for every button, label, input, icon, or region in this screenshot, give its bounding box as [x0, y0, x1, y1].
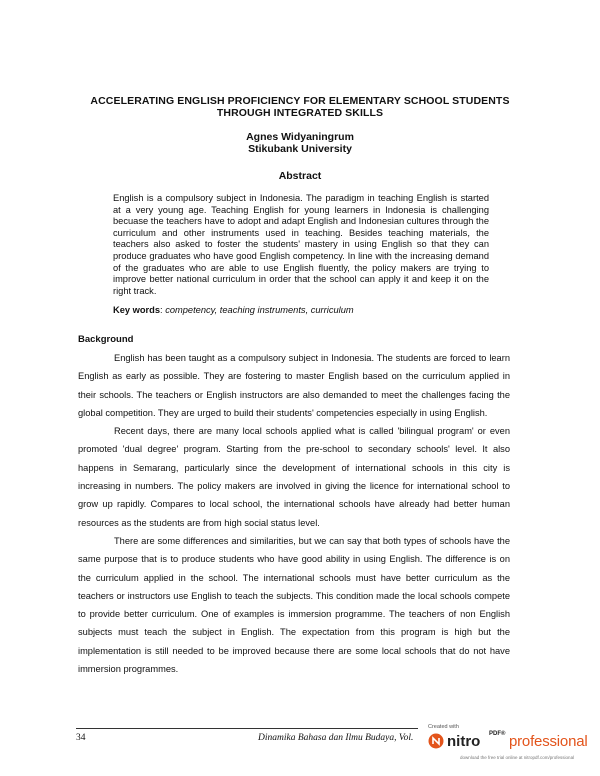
paper-title: [60, 95, 540, 119]
abstract-heading: Abstract: [278, 170, 322, 182]
title-line-2: THROUGH INTEGRATED SKILLS: [216, 107, 384, 119]
page-number: 34: [76, 733, 86, 743]
nitro-logo-icon: [428, 733, 444, 749]
keywords-text: competency, teaching instruments, curriculum: [165, 305, 354, 315]
keywords-label: Key words: [113, 305, 161, 315]
abstract-text: English is a compulsory subject in Indonesia. The paradigm in teaching English is started at a very young age. Teaching English for young learners in Indonesia is challenging becuase the teachers have to adopt and adapt English and Indonesian cultures through the curriculum and other instruments used in teaching. Besides teaching materials, the teachers also asked to foster the students' mastery in using English so that they can produce graduates who have good English competency. In line with the increasing demand of the graduates who are able to use English fluently, the policy makers are trying to improve better national curriculum in order that the school can apply it and keep it on the right track.: [113, 193, 489, 296]
nitro-subline: download the free trial online at nitropdf.com/professional: [460, 755, 575, 760]
paragraph: English has been taught as a compulsory subject in Indonesia. The students are forced to learn English as early as possible. They are fostering to master English based on the curriculum applied in their schools. The teachers or English instructors are also demanded to meet the challenges facing the global competition. They are urged to build their students' competencies especially in using English.: [78, 353, 510, 418]
author-name: Agnes Widyaningrum: [246, 131, 354, 143]
title-line-1: ACCELERATING ENGLISH PROFICIENCY FOR ELEMENTARY SCHOOL STUDENTS: [90, 95, 510, 107]
nitro-product: professional: [509, 733, 588, 750]
section-heading: Background: [78, 334, 134, 345]
paragraph: There are some differences and similarities, but we can say that both types of schools have the same purpose that is to produce students who have good ability in using English. The difference is on the curriculum applied in the school. The international schools must have better curriculum as the teachers or instructors use English to teach the subjects. This condition made the local schools compete to provide better curriculum. One of examples is immersion programme. The teachers of non English subjects must teach the subject in English. The expectation from this program is high but the implementation is still needed to be improved because there are some local schools that do not have immersion programmes.: [78, 535, 510, 675]
keywords: [113, 305, 354, 315]
journal-name: Dinamika Bahasa dan Ilmu Budaya, Vol.: [258, 733, 414, 743]
nitro-brand: nitro: [447, 733, 481, 750]
nitro-pdf-sup: PDF®: [489, 731, 506, 737]
footer-rule: [76, 728, 418, 729]
paragraph: Recent days, there are many local schools applied what is called 'bilingual program' or even promoted 'dual degree' program. Starting from the pre-school to secondary schools' level. It also happens in Semarang, particularly since the development of international schools in this city is increasing in numbers. The policy makers are involved in giving the licence for international school to grow up rapidly. Compares to local school, the international schools have already had better human resources as the students are from high social status level.: [78, 426, 510, 528]
keywords-separator: :: [160, 305, 166, 315]
created-with-label: Created with: [428, 724, 459, 730]
author-affiliation: Stikubank University: [248, 143, 352, 155]
body-text: [78, 349, 510, 678]
